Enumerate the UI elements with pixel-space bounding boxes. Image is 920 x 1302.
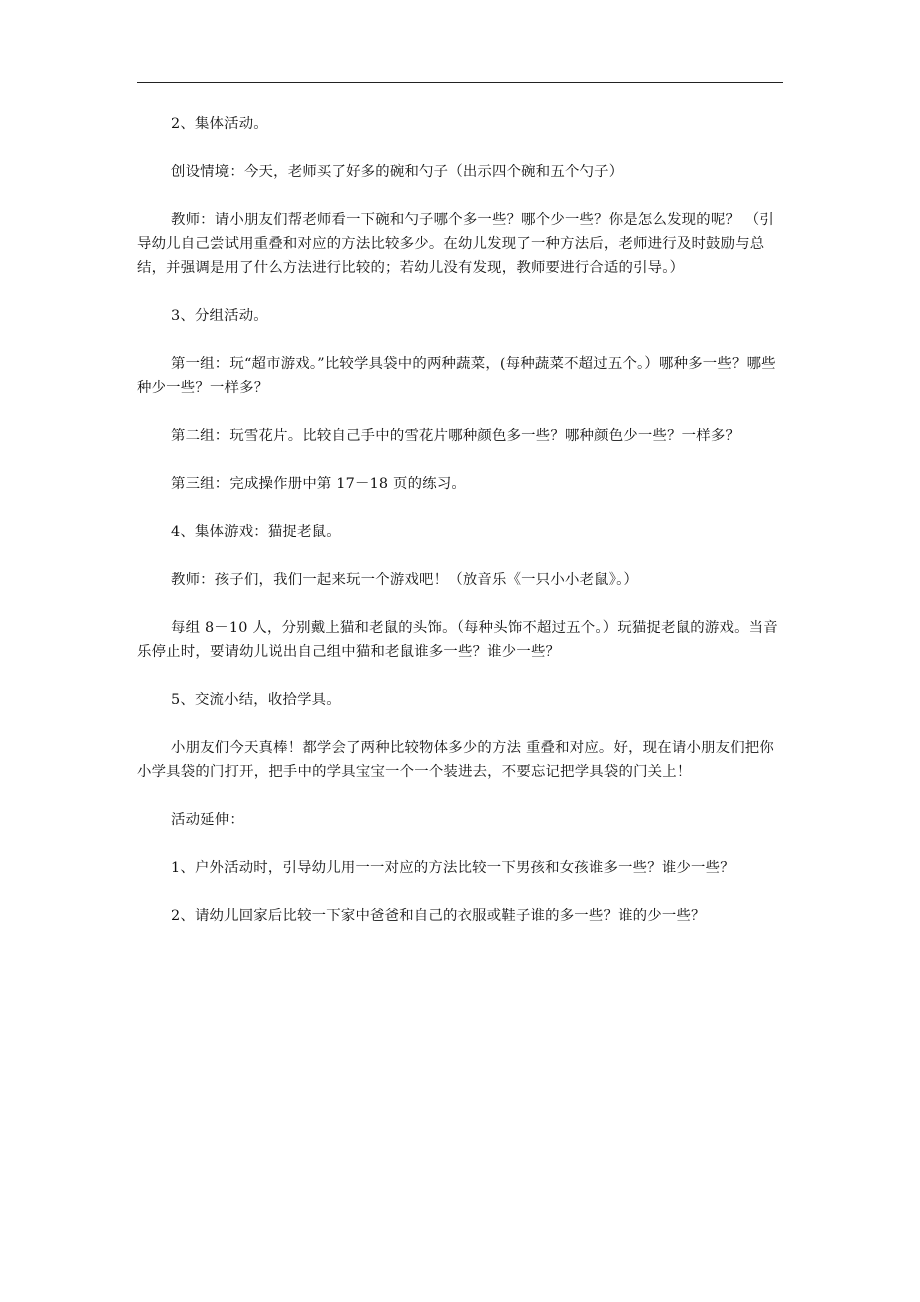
paragraph-game-rules: 每组 8－10 人，分别戴上猫和老鼠的头饰。（每种头饰不超过五个。）玩猫捉老鼠的游戏。当音乐停止时，要请幼儿说出自己组中猫和老鼠谁多一些？谁少一些？ bbox=[137, 620, 778, 660]
paragraph-section-3-heading: 3、分组活动。 bbox=[171, 308, 268, 324]
paragraph-extension-2: 2、请幼儿回家后比较一下家中爸爸和自己的衣服或鞋子谁的多一些？谁的少一些？ bbox=[171, 908, 706, 924]
document-body bbox=[137, 112, 785, 952]
paragraph-extension-1: 1、户外活动时，引导幼儿用一一对应的方法比较一下男孩和女孩谁多一些？谁少一些？ bbox=[171, 860, 735, 876]
paragraph-group-3: 第三组：完成操作册中第 17－18 页的练习。 bbox=[171, 476, 467, 492]
header-rule bbox=[137, 82, 783, 83]
paragraph-summary: 小朋友们今天真棒！都学会了两种比较物体多少的方法 重叠和对应。好，现在请小朋友们把你小学具袋的门打开，把手中的学具宝宝一个一个装进去，不要忘记把学具袋的门关上！ bbox=[137, 740, 774, 780]
paragraph-teacher-game: 教师：孩子们，我们一起来玩一个游戏吧！（放音乐《一只小小老鼠》。） bbox=[171, 572, 639, 588]
paragraph-group-1: 第一组：玩“超市游戏。”比较学具袋中的两种蔬菜，(每种蔬菜不超过五个。）哪种多一些？哪些种少一些？一样多？ bbox=[137, 356, 776, 396]
paragraph-teacher-question: 教师：请小朋友们帮老师看一下碗和勺子哪个多一些？哪个少一些？你是怎么发现的呢？ （引导幼儿自己尝试用重叠和对应的方法比较多少。在幼儿发现了一种方法后，老师进行及时鼓励与总结，并强调是用了什么方法进行比较的；若幼儿没有发现，教师要进行合适的引导。） bbox=[137, 212, 774, 276]
paragraph-section-2-heading: 2、集体活动。 bbox=[171, 116, 268, 132]
paragraph-section-5-heading: 5、交流小结，收拾学具。 bbox=[171, 692, 341, 708]
paragraph-scenario: 创设情境：今天，老师买了好多的碗和勺子（出示四个碗和五个勺子） bbox=[171, 164, 624, 180]
paragraph-group-2: 第二组：玩雪花片。比较自己手中的雪花片哪种颜色多一些？哪种颜色少一些？一样多？ bbox=[171, 428, 741, 444]
paragraph-extension-heading: 活动延伸： bbox=[171, 812, 244, 828]
paragraph-section-4-heading: 4、集体游戏：猫捉老鼠。 bbox=[171, 524, 341, 540]
